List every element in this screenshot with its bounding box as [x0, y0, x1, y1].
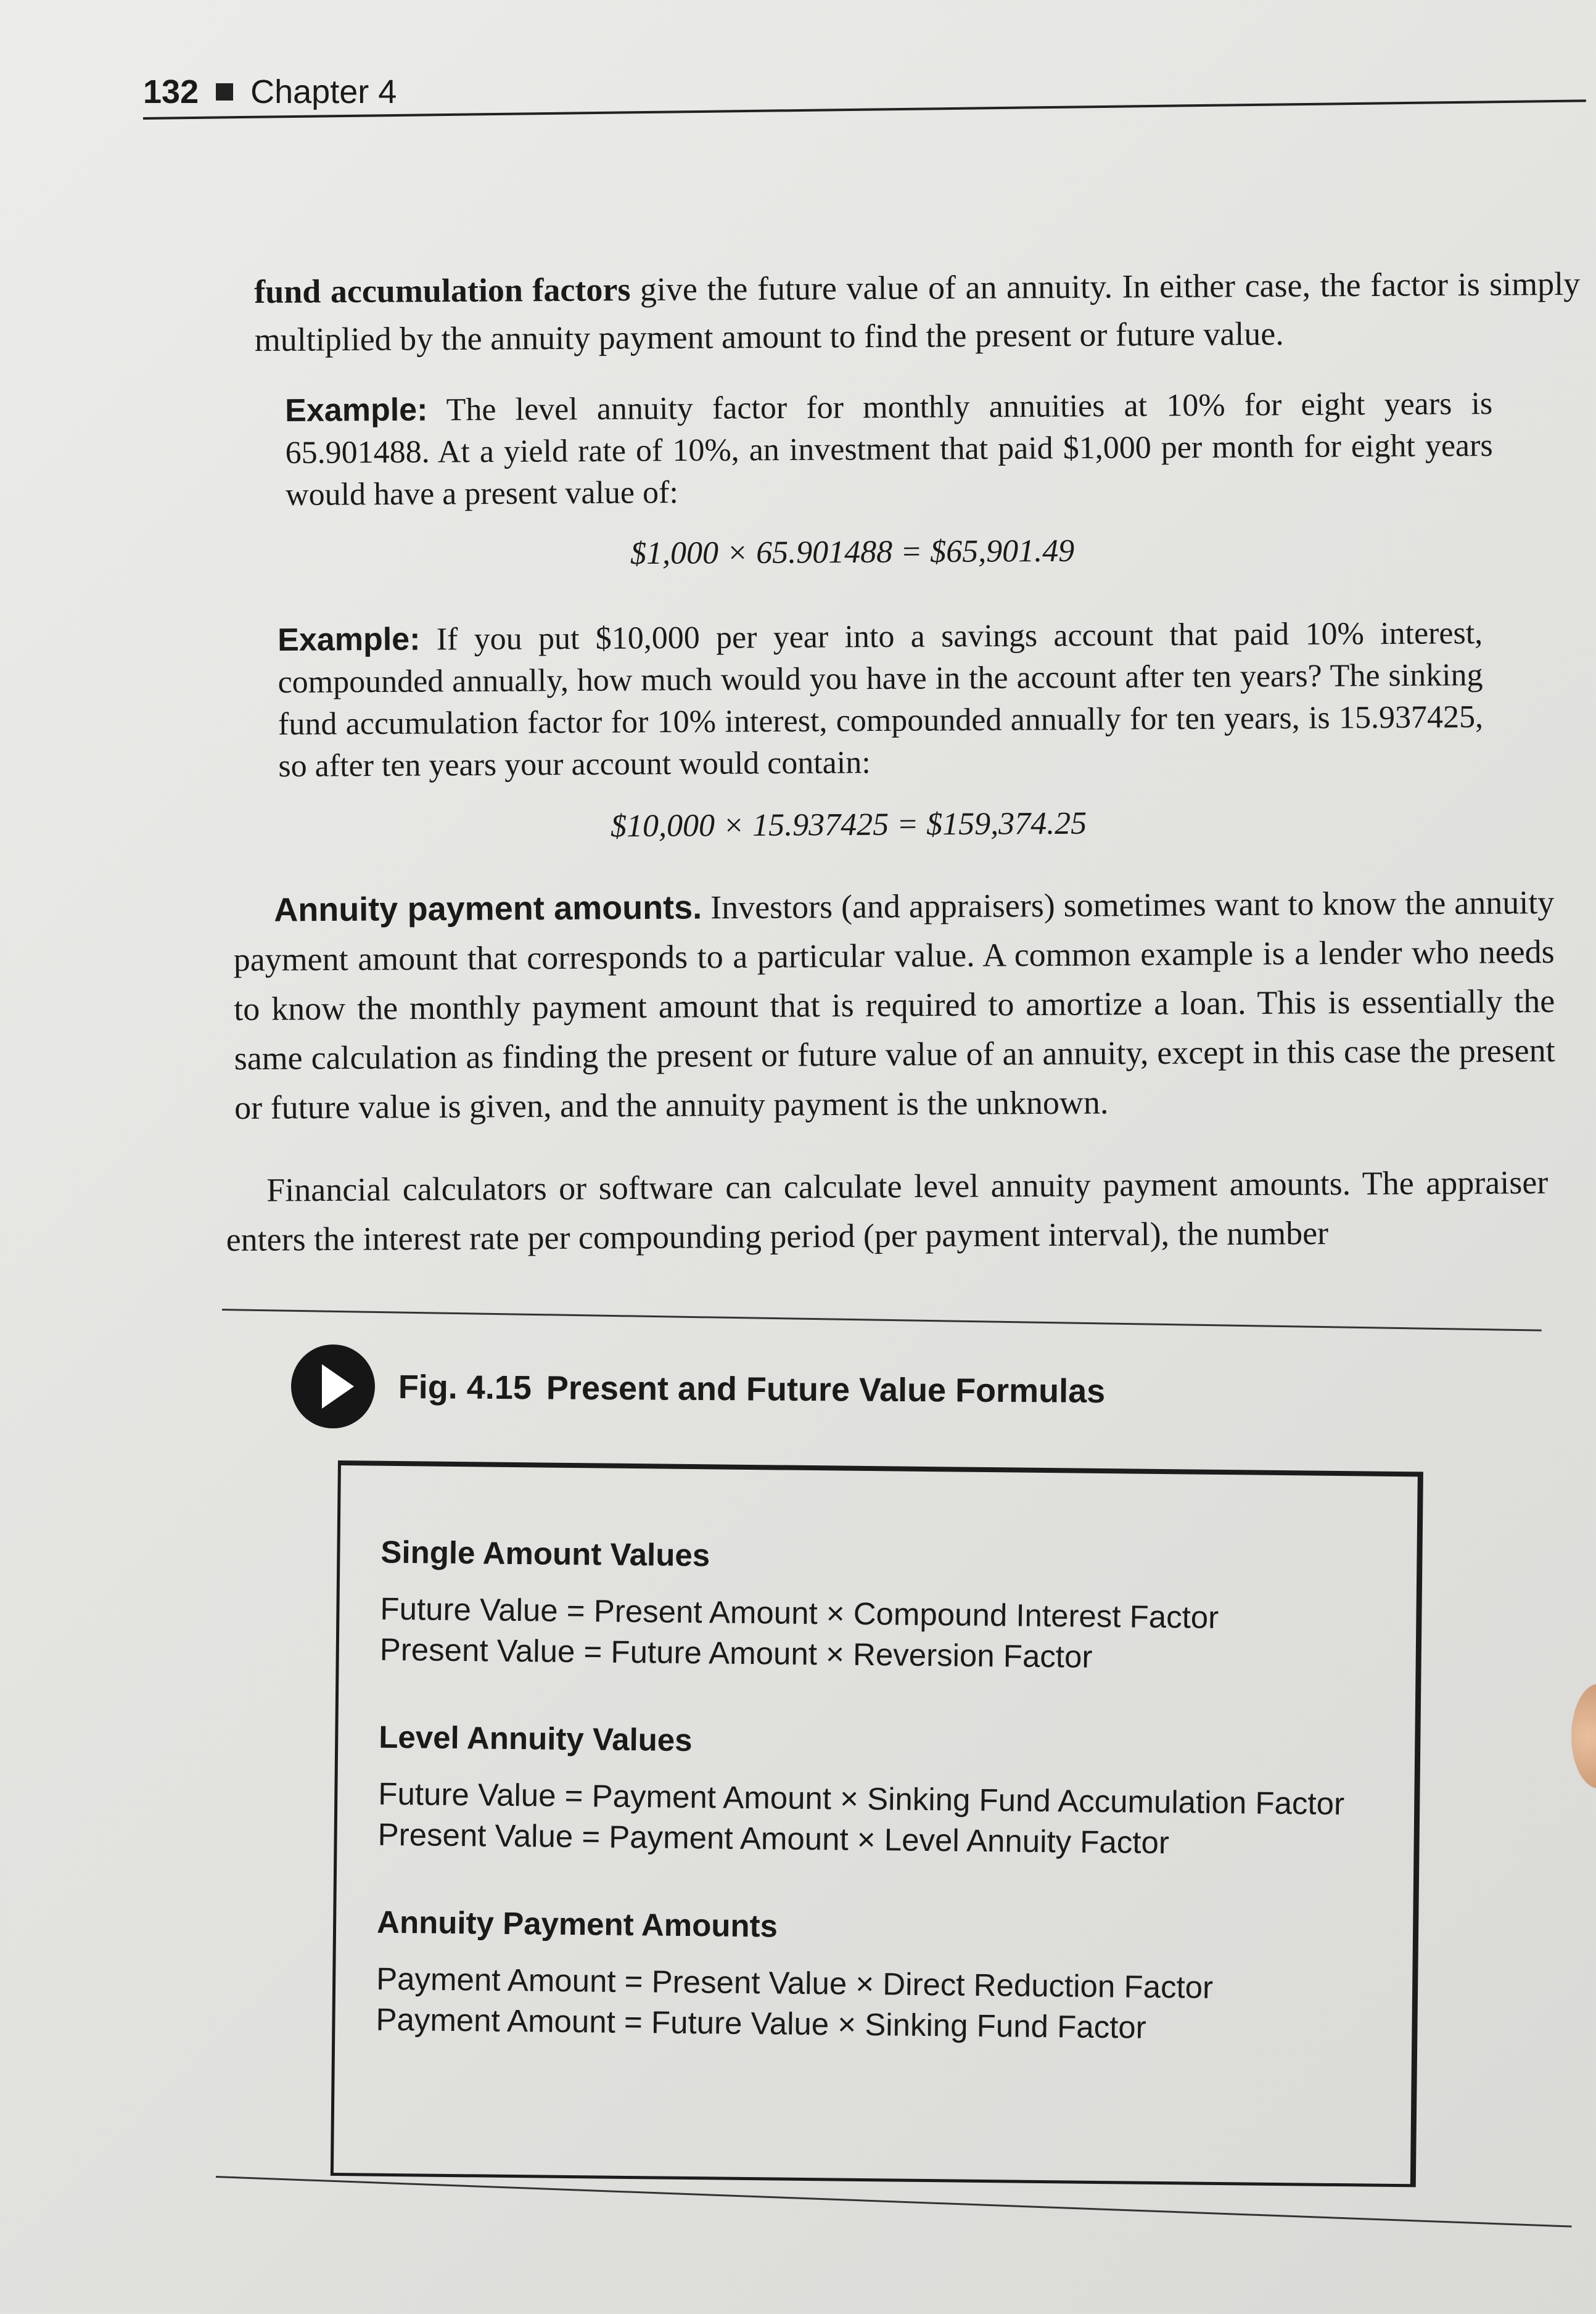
section-paragraph-2: [226, 1158, 1549, 1264]
page-number: 132: [143, 73, 199, 110]
example-1-text: The level annuity factor for monthly annuities at 10% for eight years is 65.901488. At a yield rate of 10%, an investment that paid $1,000 per month for eight years would have a present value of:: [285, 386, 1493, 513]
thumb-edge: [1571, 1684, 1596, 1789]
section-text-2: Financial calculators or software can calculate level annuity payment amounts. The appraiser enters the interest rate per compounding period (per payment interval), the number: [226, 1163, 1549, 1258]
formula-box: [331, 1460, 1423, 2187]
formula-group-heading: Single Amount Values: [380, 1534, 710, 1573]
example-2: [278, 612, 1484, 788]
formula-group-heading: Annuity Payment Amounts: [376, 1904, 778, 1944]
formula-line: Payment Amount = Future Value × Sinking Fund Factor: [376, 2001, 1146, 2045]
example-2-label: Example:: [278, 621, 421, 658]
square-bullet-icon: [216, 83, 233, 101]
formula-line: Present Value = Payment Amount × Level Annuity Factor: [377, 1816, 1170, 1861]
formula-line: Payment Amount = Present Value × Direct Reduction Factor: [376, 1961, 1214, 2005]
example-1-formula: $1,000 × 65.901488 = $65,901.49: [630, 533, 1075, 572]
play-arrow-icon: [290, 1343, 376, 1430]
figure-top-rule: [222, 1309, 1542, 1332]
formula-group-heading: Level Annuity Values: [379, 1719, 693, 1758]
example-2-formula: $10,000 × 15.937425 = $159,374.25: [610, 805, 1087, 844]
formula-line: Present Value = Future Amount × Reversion Factor: [379, 1631, 1093, 1674]
intro-paragraph: [254, 260, 1581, 364]
example-1: [285, 382, 1493, 516]
section-text: Investors (and appraisers) sometimes want to know the annuity payment amount that corresponds to a particular value. A common example is a lender who needs to know the monthly payment amount that is required to amortize a loan. This is essentially the same calculation as finding the present or future value of an annuity, except in this case the present or future value is given, and the annuity payment is the unknown.: [233, 883, 1555, 1126]
example-1-label: Example:: [285, 392, 428, 429]
chapter-label: Chapter 4: [250, 73, 397, 110]
intro-text: give the future value of an annuity. In either case, the factor is simply multiplied by the annuity payment amount to find the present or future value.: [254, 265, 1581, 358]
figure-title-text: Present and Future Value Formulas: [546, 1369, 1106, 1410]
section-paragraph: [233, 878, 1555, 1132]
figure-label: Fig. 4.15: [398, 1369, 532, 1407]
section-heading: Annuity payment amounts.: [274, 889, 702, 929]
running-head: [143, 73, 397, 111]
intro-term: fund accumulation factors: [254, 271, 631, 310]
figure-title: [398, 1368, 1106, 1410]
formula-line: Future Value = Payment Amount × Sinking Fund Accumulation Factor: [378, 1776, 1345, 1822]
formula-group: [376, 1904, 1388, 2051]
formula-group: [379, 1534, 1392, 1681]
example-2-text: If you put $10,000 per year into a savings account that paid 10% interest, compounded annually, how much would you have in the account after ten years? The sinking fund accumulation factor for 10% interest, compounded annually for ten years, is 15.937425, so after ten years your account would contain:: [278, 616, 1484, 784]
formula-line: Future Value = Present Amount × Compound Interest Factor: [380, 1591, 1219, 1635]
formula-group: [377, 1719, 1390, 1866]
